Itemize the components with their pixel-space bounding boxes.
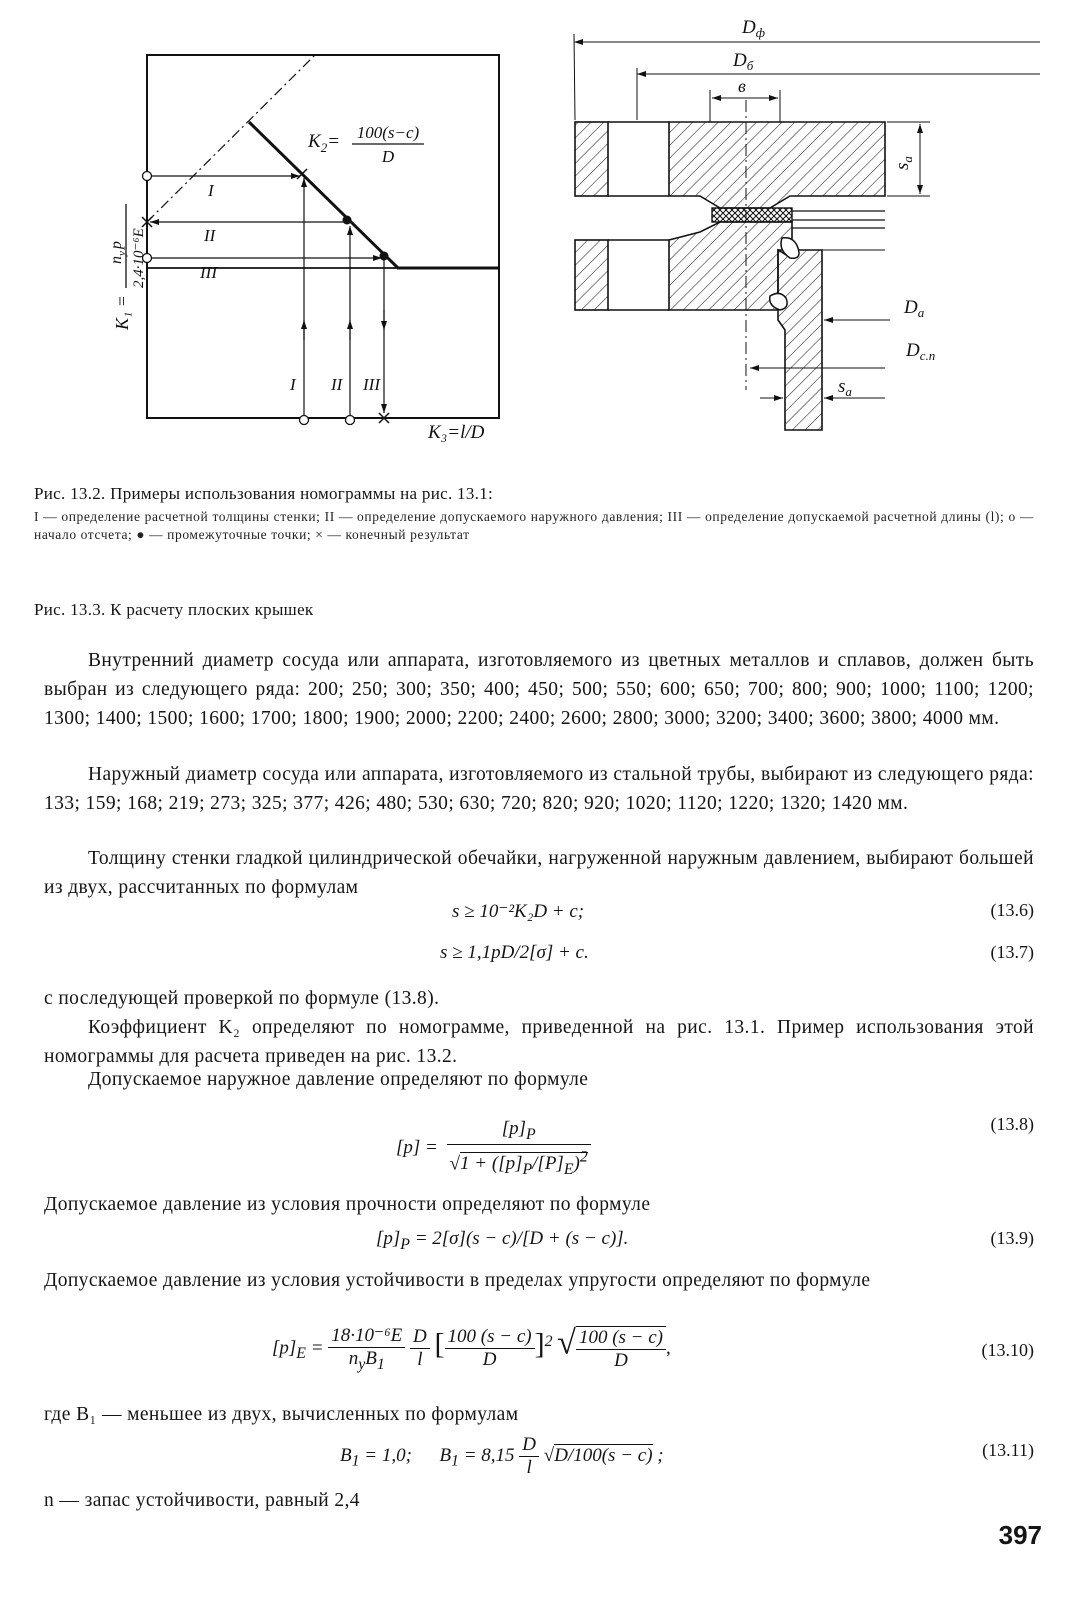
equation-13-10: $[p]_E$ = $\frac{\text{18·10⁻⁶E}}{n_уB_1}$ $\frac{D}{l}$ [ $\frac{100 (s - c)}{D}$ ]$^2$ √ $\frac{100 (s - c)}{D}$ , (13.10) [272, 1324, 1034, 1373]
b-label: в [738, 76, 746, 96]
k3-label: K₃=l/D [428, 422, 485, 443]
paragraph-wall-thickness: Толщину стенки гладкой цилиндрической обечайки, нагруженной наружным давлением, выбирают большей из двух, рассчитанных по формулам [44, 848, 1034, 898]
label-I-left: I [208, 181, 214, 200]
k1-label [108, 204, 147, 331]
paragraph-allowable-pressure: Допускаемое наружное давление определяют по формуле [88, 1069, 589, 1090]
equation-13-9: $[p]_P = 2[\sigma](s - c)/[D + (s - c)]$. (13.9) [376, 1228, 1034, 1253]
equation-13-7: s ≥ 1,1pD/2[σ] + c. (13.7) [440, 942, 1034, 963]
k2-denominator: D [381, 147, 395, 166]
shell-wall [778, 250, 822, 430]
nomogram-frame [147, 55, 499, 418]
dcp-label: $D_{c.п}$ [906, 340, 936, 363]
sa-label: $s_a$ [838, 376, 852, 399]
paragraph-stability-margin: n — запас устойчивости, равный 2,4 [44, 1490, 360, 1511]
cover-left-section [575, 122, 608, 196]
svg-text:K₁ =: K₁ = [112, 295, 132, 330]
label-II-bottom: II [331, 375, 343, 394]
paragraph-strength-pressure: Допускаемое давление из условия прочности определяют по формуле [44, 1194, 651, 1215]
da-label: $D_a$ [904, 297, 925, 320]
svg-text:sa: $s_a$ [892, 156, 915, 170]
sa-vert-label [892, 156, 915, 170]
start-point-I [143, 172, 152, 181]
equation-13-8: [p] = $\frac{[p]_P}{√1 + ([p]_P/[P]_E)^2}$ (13.8) [396, 1114, 1034, 1178]
flange-figure [574, 17, 1040, 430]
paragraph-stability-pressure: Допускаемое давление из условия устойчивости в пределах упругости определяют по формуле [44, 1270, 871, 1291]
result-cross-I [297, 169, 307, 179]
figures-area [0, 0, 1090, 480]
dashdot-diagonal [147, 55, 315, 222]
paragraph-inner-diameters: Внутренний диаметр сосуда или аппарата, изготовляемого из цветных металлов и сплавов, должен быть выбран из следующего ряда: 200; 250; 300; 350; 400; 450; 500; 550; 600; 650; 700; 800; 900; 1000; 1100; 1200; 1300; 1400; 1500; 1600; 1700; 1800; 1900; 2000; 2200; 2400; 2600; 2800; 3000; 3200; 3400; 3600; 3800; 4000 мм. [44, 650, 1034, 729]
equation-13-6: s ≥ 10⁻²K₂D + c; (13.6) [452, 900, 1034, 922]
dphi-extension-left [574, 34, 575, 120]
paragraph-outer-diameters: Наружный диаметр сосуда или аппарата, изготовляемого из стальной трубы, выбирают из следующего ряда: 133; 159; 168; 219; 273; 325; 377; 426; 480; 530; 630; 720; 820; 920; 1020; 1120; 1220; 1320; 1420 мм. [44, 764, 1034, 814]
intermediate-point-III [380, 252, 389, 261]
start-point-I-bottom [300, 416, 309, 425]
svg-text:nуp: $n_уp$ [108, 241, 128, 264]
label-I-bottom: I [290, 375, 296, 394]
figure-13-2-caption-title: Рис. 13.2. Примеры использования номограммы на рис. 13.1: [34, 484, 494, 503]
start-point-II-bottom [346, 416, 355, 425]
figure-13-2-caption-body: I — определение расчетной толщины стенки; II — определение допускаемого наружного давления; III — определение допускаемой расчетной длины (l); о — начало отсчета; ● — промежуточные точки; × — конечный результат [34, 509, 1034, 542]
label-II-left: II [204, 226, 216, 245]
intermediate-point-II [343, 216, 352, 225]
label-III-bottom: III [363, 375, 380, 394]
label-III-left: III [200, 263, 217, 282]
nomogram-figure [108, 55, 499, 443]
figures-svg [0, 0, 1090, 480]
equation-13-11: $B_1 = 1,0$; $B_1 = 8,15$ $\frac{D}{l}$ √D/100(s − c) ; (13.11) [340, 1434, 1034, 1478]
db-label: $D_б$ [733, 50, 754, 73]
cover-right-section [669, 122, 885, 208]
paragraph-k2-coefficient: Коэффициент K₂ определяют по номограмме, приведенной на рис. 13.1. Пример использования этой номограммы для расчета приведен на рис. 13.2. [44, 1017, 1034, 1067]
paragraph-check-formula: с последующей проверкой по формуле (13.8). [44, 988, 440, 1009]
svg-text:2,4·10⁻⁶E: 2,4·10⁻⁶E [131, 228, 147, 288]
page-number: 397 [998, 1520, 1042, 1550]
k2-numerator: 100(s−c) [356, 123, 420, 142]
flange-left-section [575, 240, 608, 310]
dphi-label: $D_ф$ [742, 17, 765, 40]
paragraph-b1-definition: где B₁ — меньшее из двух, вычисленных по формулам [44, 1404, 519, 1425]
gasket [712, 208, 792, 222]
k2-label: $K_2=$ [308, 131, 341, 155]
figure-13-3-caption: Рис. 13.3. К расчету плоских крышек [34, 600, 314, 619]
